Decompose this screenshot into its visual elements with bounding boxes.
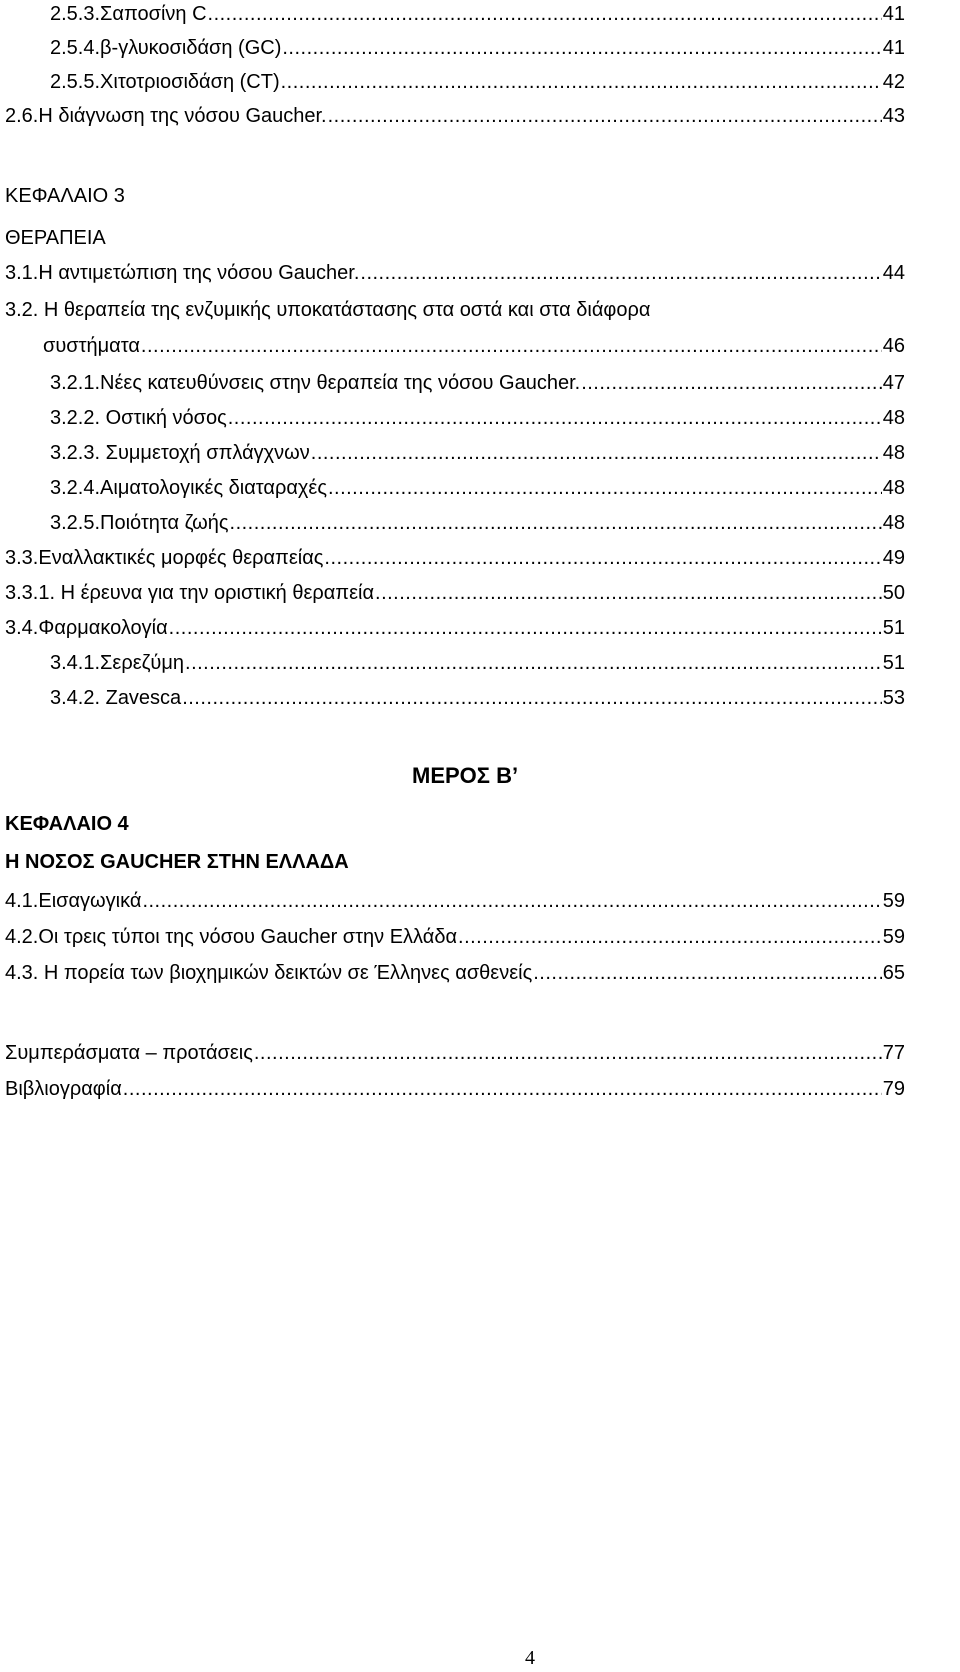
toc-page-number: 46 xyxy=(882,335,905,357)
toc-entry-text: 3.3.Εναλλακτικές μορφές θεραπείας xyxy=(5,547,324,569)
chapter-4-title: Η ΝΟΣΟΣ GAUCHER ΣΤΗΝ ΕΛΛΑΔΑ xyxy=(5,851,349,873)
toc-entry-text: Βιβλιογραφία xyxy=(5,1078,122,1100)
toc-page-number: 51 xyxy=(882,617,905,639)
dot-leader xyxy=(324,542,881,574)
toc-entry-text: συστήματα xyxy=(43,335,140,357)
toc-page-number: 59 xyxy=(882,926,905,948)
toc-entry[interactable] xyxy=(5,612,905,644)
dot-leader xyxy=(360,257,881,289)
toc-entry-text: 4.1.Εισαγωγικά xyxy=(5,890,142,912)
toc-page-number: 48 xyxy=(882,477,905,499)
dot-leader xyxy=(228,402,882,434)
toc-entry[interactable] xyxy=(5,577,905,609)
toc-page-number: 47 xyxy=(882,372,905,394)
toc-page-number: 79 xyxy=(882,1078,905,1100)
toc-entry[interactable] xyxy=(50,647,905,679)
toc-page-number: 59 xyxy=(882,890,905,912)
toc-page-number: 43 xyxy=(882,105,905,127)
toc-entry-text: 3.2.5.Ποιότητα ζωής xyxy=(50,512,229,534)
toc-entry-text: 2.5.5.Χιτοτριοσιδάση (CT) xyxy=(50,71,280,93)
chapter-3-label: ΚΕΦΑΛΑΙΟ 3 xyxy=(5,185,125,207)
toc-entry[interactable] xyxy=(5,921,905,953)
chapter-4-label: ΚΕΦΑΛΑΙΟ 4 xyxy=(5,813,129,835)
toc-entry[interactable] xyxy=(50,0,905,30)
toc-entry[interactable] xyxy=(50,32,905,64)
toc-entry-text: Συμπεράσματα – προτάσεις xyxy=(5,1042,253,1064)
toc-entry-text-line1[interactable]: 3.2. Η θεραπεία της ενζυμικής υποκατάστασης στα οστά και στα διάφορα xyxy=(5,299,651,321)
toc-entry[interactable] xyxy=(5,542,905,574)
dot-leader xyxy=(142,885,881,917)
toc-page-number: 41 xyxy=(882,3,905,25)
toc-entry[interactable] xyxy=(5,1073,905,1105)
toc-entry[interactable] xyxy=(50,507,905,539)
toc-page-number: 41 xyxy=(882,37,905,59)
toc-entry-text: 2.5.4.β-γλυκοσιδάση (GC) xyxy=(50,37,282,59)
toc-entry-text: 3.4.2. Zavesca xyxy=(50,687,182,709)
dot-leader xyxy=(458,921,882,953)
dot-leader xyxy=(281,66,882,98)
dot-leader xyxy=(311,437,882,469)
toc-page-number: 48 xyxy=(882,512,905,534)
dot-leader xyxy=(533,957,882,989)
toc-entry-text: 4.3. Η πορεία των βιοχημικών δεικτών σε Έλληνες ασθενείς xyxy=(5,962,533,984)
toc-entry-text: 3.4.1.Σερεζύμη xyxy=(50,652,185,674)
toc-page-number: 44 xyxy=(882,262,905,284)
part-b-title: ΜΕΡΟΣ Β’ xyxy=(412,763,519,788)
toc-entry-text: 4.2.Οι τρεις τύποι της νόσου Gaucher στην Ελλάδα xyxy=(5,926,458,948)
toc-entry-text: 3.2.1.Νέες κατευθύνσεις στην θεραπεία της νόσου Gaucher. xyxy=(50,372,581,394)
toc-entry-text: 3.2.4.Αιματολογικές διαταραχές xyxy=(50,477,327,499)
toc-entry[interactable] xyxy=(43,330,905,362)
toc-page-number: 53 xyxy=(882,687,905,709)
toc-entry-text: 3.2.3. Συμμετοχή σπλάγχνων xyxy=(50,442,310,464)
dot-leader xyxy=(182,682,882,714)
toc-page-number: 49 xyxy=(882,547,905,569)
dot-leader xyxy=(328,100,882,132)
dot-leader xyxy=(185,647,882,679)
toc-entry[interactable] xyxy=(50,367,905,399)
toc-entry[interactable] xyxy=(50,66,905,98)
toc-page-number: 48 xyxy=(882,442,905,464)
toc-page-number: 42 xyxy=(882,71,905,93)
toc-page-number: 65 xyxy=(882,962,905,984)
dot-leader xyxy=(375,577,882,609)
toc-entry[interactable] xyxy=(50,402,905,434)
toc-entry[interactable] xyxy=(50,682,905,714)
toc-entry[interactable] xyxy=(5,1037,905,1069)
dot-leader xyxy=(282,32,881,64)
toc-entry-text: 3.3.1. Η έρευνα για την οριστική θεραπεία xyxy=(5,582,375,604)
dot-leader xyxy=(123,1073,882,1105)
toc-entry-text: 2.6.Η διάγνωση της νόσου Gaucher. xyxy=(5,105,327,127)
dot-leader xyxy=(254,1037,882,1069)
toc-entry-text: 3.4.Φαρμακολογία xyxy=(5,617,168,639)
page-number: 4 xyxy=(525,1647,535,1669)
dot-leader xyxy=(141,330,882,362)
toc-page-number: 77 xyxy=(882,1042,905,1064)
toc-page-number: 50 xyxy=(882,582,905,604)
toc-entry-text: 3.1.Η αντιμετώπιση της νόσου Gaucher. xyxy=(5,262,360,284)
toc-entry[interactable] xyxy=(5,957,905,989)
dot-leader xyxy=(328,472,882,504)
dot-leader xyxy=(169,612,882,644)
chapter-3-title: ΘΕΡΑΠΕΙΑ xyxy=(5,227,106,249)
toc-entry[interactable] xyxy=(50,472,905,504)
toc-page-number: 51 xyxy=(882,652,905,674)
toc-entry[interactable] xyxy=(5,100,905,132)
toc-entry-text: 2.5.3.Σαποσίνη C xyxy=(50,3,207,25)
dot-leader xyxy=(581,367,882,399)
toc-entry[interactable] xyxy=(5,257,905,289)
toc-entry[interactable] xyxy=(5,885,905,917)
dot-leader xyxy=(230,507,882,539)
toc-page-number: 48 xyxy=(882,407,905,429)
toc-entry-text: 3.2.2. Οστική νόσος xyxy=(50,407,227,429)
toc-entry[interactable] xyxy=(50,437,905,469)
dot-leader xyxy=(208,0,882,30)
